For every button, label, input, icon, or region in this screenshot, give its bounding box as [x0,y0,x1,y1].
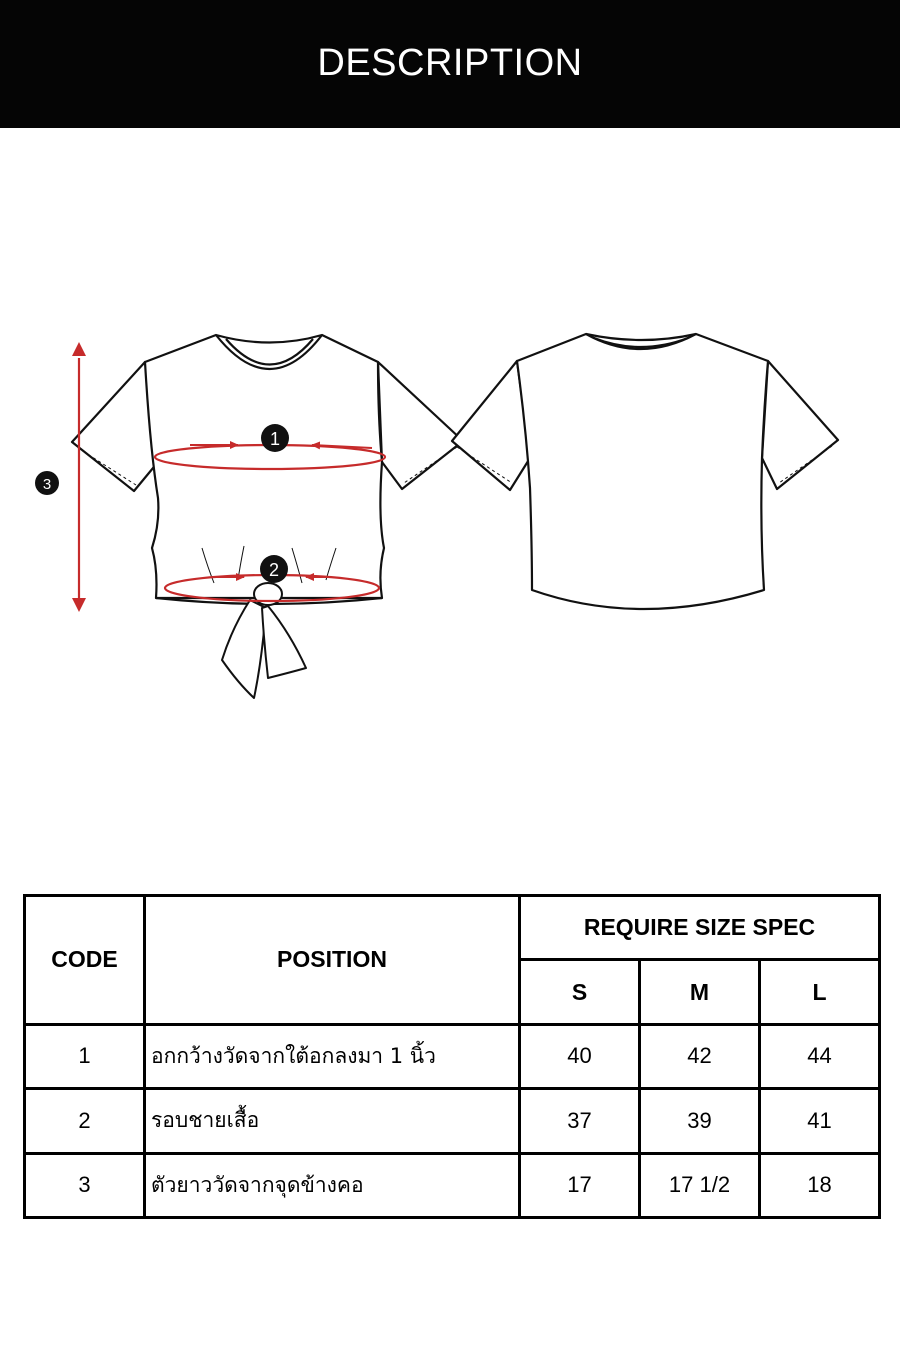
size-l-header: L [760,960,880,1024]
marker-3 [35,471,59,495]
row-code: 2 [25,1089,145,1153]
table-header-row [25,896,880,960]
table-row [25,1024,880,1088]
size-s-header: S [520,960,640,1024]
value-l: 18 [760,1153,880,1217]
row-position: อกกว้างวัดจากใต้อกลงมา 1 นิ้ว [145,1024,520,1088]
marker-2 [260,555,288,583]
size-spec-table [23,894,881,1219]
position-header: POSITION [145,896,520,1025]
size-spec-header: REQUIRE SIZE SPEC [520,896,880,960]
value-s: 37 [520,1089,640,1153]
table-row [25,1089,880,1153]
marker-1 [261,424,289,452]
table-row [25,1153,880,1217]
svg-text:2: 2 [268,560,280,580]
length-measure [72,342,86,612]
page-title: DESCRIPTION [317,41,583,84]
header-bar [0,0,900,128]
size-m-header: M [640,960,760,1024]
measurement-diagram [0,128,900,828]
row-position: รอบชายเสื้อ [145,1089,520,1153]
row-code: 1 [25,1024,145,1088]
row-code: 3 [25,1153,145,1217]
value-m: 42 [640,1024,760,1088]
value-m: 39 [640,1089,760,1153]
value-s: 40 [520,1024,640,1088]
back-view-shirt [452,334,838,609]
value-s: 17 [520,1153,640,1217]
value-l: 41 [760,1089,880,1153]
code-header: CODE [25,896,145,1025]
svg-text:1: 1 [269,429,281,449]
value-m: 17 1/2 [640,1153,760,1217]
row-position: ตัวยาววัดจากจุดข้างคอ [145,1153,520,1217]
svg-text:3: 3 [42,476,52,493]
value-l: 44 [760,1024,880,1088]
